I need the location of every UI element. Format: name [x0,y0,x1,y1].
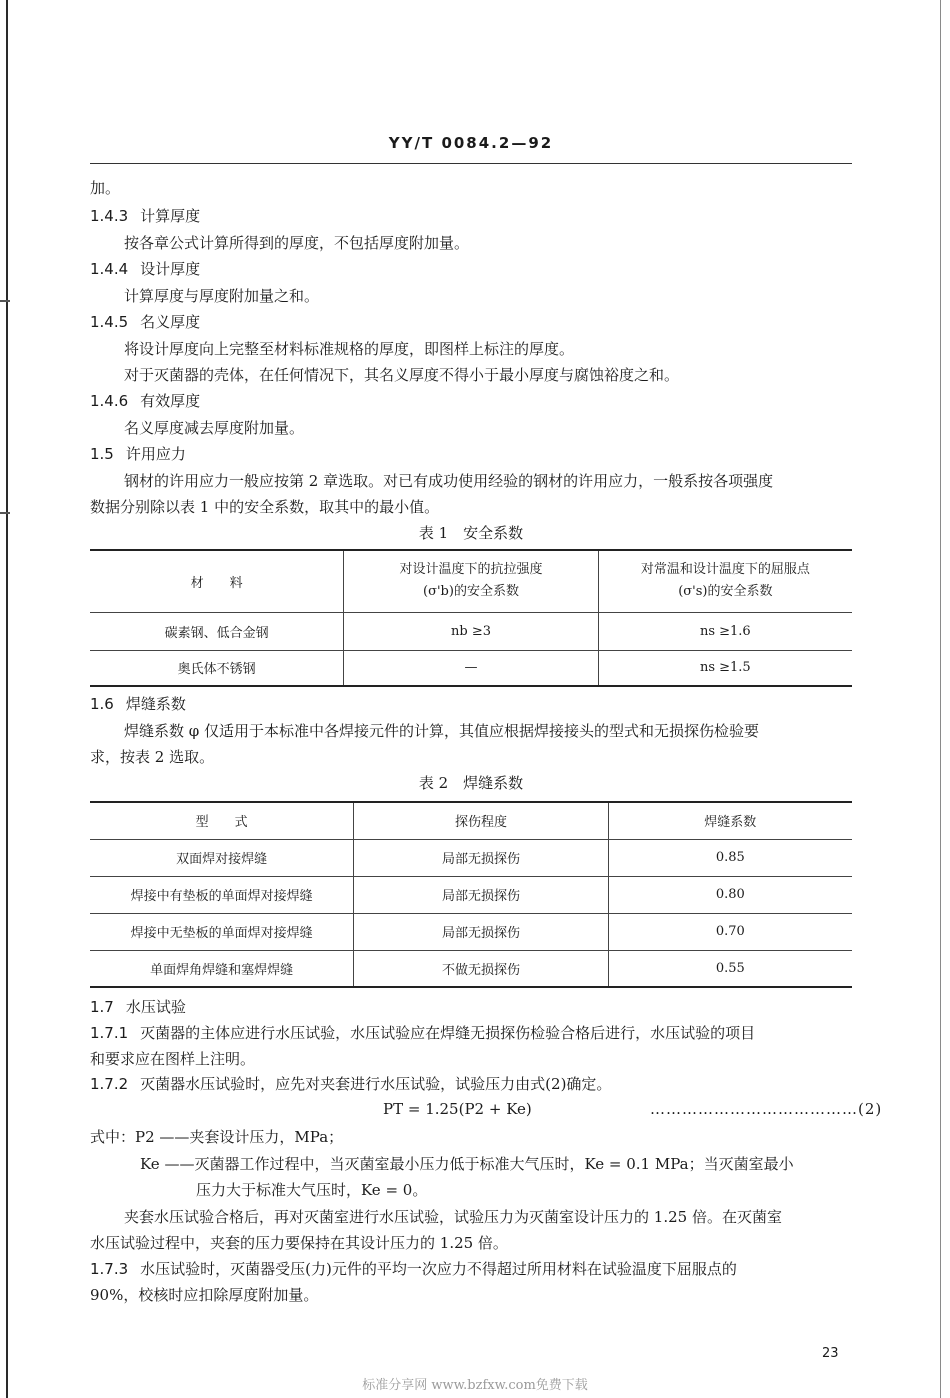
table-cell: 0.85 [608,839,852,876]
table-cell: ns ≥1.6 [598,612,852,650]
table-cell: 局部无损探伤 [354,876,608,913]
formula-ref: (2) [858,1100,883,1118]
section-title: 水压试验 [125,998,186,1016]
header-line: (σ's)的安全系数 [678,584,773,600]
header-line: 对设计温度下的抗拉强度 [399,562,543,578]
table-cell: 单面焊角焊缝和塞焊焊缝 [150,962,294,978]
leader-dots: ………………………………… [650,1100,858,1118]
table-cell: 碳素钢、低合金钢 [164,625,269,641]
table-cell: 焊接中有垫板的单面焊对接焊缝 [130,889,313,904]
column-header-tensile [344,550,598,612]
section-number: 1.4.5 [90,313,129,331]
table-1-safety-factors [90,549,852,687]
section-number: 1.5 [90,445,114,463]
section-1-6-body-2: 求，按表 2 选取。 [90,748,215,766]
section-1-4-4-body: 计算厚度与厚度附加量之和。 [124,287,320,305]
section-title: 有效厚度 [140,392,201,410]
table-row [90,612,852,650]
table-cell: 局部无损探伤 [354,913,608,950]
section-number: 1.7.1 [90,1024,129,1042]
after-body-1: 夹套水压试验合格后，再对灭菌室进行水压试验，试验压力为灭菌室设计压力的 1.25 倍。在灭菌室 [124,1208,782,1226]
table-cell: 不做无损探伤 [354,950,608,987]
table-cell: — [344,650,598,686]
section-1-4-5-body-1: 将设计厚度向上完整至材料标准规格的厚度，即图样上标注的厚度。 [124,340,575,358]
table-header-row [90,802,852,839]
table-2-caption: 表 2 焊缝系数 [418,774,524,792]
section-1-4-6-heading [90,391,200,411]
section-1-7-2-line-1 [90,1074,611,1094]
section-title: 许用应力 [125,445,186,463]
section-1-6-heading [90,694,186,714]
formula-leader [650,1100,882,1118]
section-1-4-4-heading [90,259,200,279]
header-line: 对常温和设计温度下的屈服点 [640,562,810,578]
scan-mark [0,300,10,302]
where-p2-text: P2 ——夹套设计压力，MPa； [135,1128,344,1146]
table-row [90,950,852,987]
table-cell: ns ≥1.5 [598,650,852,686]
column-header-material: 材 料 [190,575,243,591]
table-cell: 0.70 [608,913,852,950]
formula-2: PT = 1.25(P2 + Ke) [383,1100,532,1118]
section-1-4-5-body-2: 对于灭菌器的壳体，在任何情况下，其名义厚度不得小于最小厚度与腐蚀裕度之和。 [124,366,680,384]
paragraph-text: 灭菌器的主体应进行水压试验，水压试验应在焊缝无损探伤检验合格后进行，水压试验的项目 [140,1024,756,1042]
section-title: 设计厚度 [140,260,201,278]
document-header: YY/T 0084.2—92 [388,134,554,152]
where-prefix: 式中： [90,1128,136,1146]
section-number: 1.6 [90,695,114,713]
table-2-weld-factors [90,801,852,988]
paragraph-text: 水压试验时，灭菌器受压(力)元件的平均一次应力不得超过所用材料在试验温度下屈服点的 [140,1260,737,1278]
after-body-2: 水压试验过程中，夹套的压力要保持在其设计压力的 1.25 倍。 [90,1234,508,1252]
table-header-row [90,550,852,612]
scan-border-left [6,0,8,1398]
page-number: 23 [822,1346,839,1361]
table-cell: 局部无损探伤 [354,839,608,876]
table-row [90,876,852,913]
section-1-7-1-line-2: 和要求应在图样上注明。 [90,1050,256,1068]
paragraph-text: 灭菌器水压试验时，应先对夹套进行水压试验，试验压力由式(2)确定。 [140,1075,612,1093]
table-cell: 0.55 [608,950,852,987]
section-title: 名义厚度 [140,313,201,331]
section-title: 计算厚度 [140,207,201,225]
table-cell: 奥氏体不锈钢 [177,662,256,678]
table-row [90,913,852,950]
column-header-inspection: 探伤程度 [354,802,608,839]
where-ke-line-1: Ke ——灭菌器工作过程中，当灭菌室最小压力低于标准大气压时，Ke = 0.1 MPa；当灭菌室最小 [140,1155,794,1173]
table-cell: 0.80 [608,876,852,913]
carry-over-text: 加。 [90,179,121,197]
scan-border-right [940,0,941,1398]
section-number: 1.7.3 [90,1260,129,1278]
table-row [90,650,852,686]
section-1-5-body-1: 钢材的许用应力一般应按第 2 章选取。对已有成功使用经验的钢材的许用应力，一般系按各项强度 [124,472,774,490]
section-title: 焊缝系数 [125,695,186,713]
header-line: (σ'b)的安全系数 [423,584,519,600]
table-1-caption: 表 1 安全系数 [418,524,524,542]
section-number: 1.4.6 [90,392,129,410]
section-1-7-heading [90,997,186,1017]
column-header-yield [598,550,852,612]
section-number: 1.4.4 [90,260,129,278]
where-ke-line-2: 压力大于标准大气压时，Ke = 0。 [196,1181,428,1199]
section-1-5-body-2: 数据分别除以表 1 中的安全系数，取其中的最小值。 [90,498,440,516]
section-number: 1.7.2 [90,1075,129,1093]
section-1-7-1-line-1 [90,1023,755,1043]
where-p2 [90,1127,343,1147]
table-cell: nb ≥3 [344,612,598,650]
table-row [90,839,852,876]
section-1-5-heading [90,444,186,464]
section-number: 1.4.3 [90,207,129,225]
section-1-4-3-body: 按各章公式计算所得到的厚度，不包括厚度附加量。 [124,234,470,252]
scan-mark [0,512,10,514]
table-cell: 双面焊对接焊缝 [176,852,268,867]
section-1-4-5-heading [90,312,200,332]
section-1-7-3-line-2: 90%，校核时应扣除厚度附加量。 [90,1286,319,1304]
section-1-4-6-body: 名义厚度减去厚度附加量。 [124,419,305,437]
section-1-7-3-line-1 [90,1259,737,1279]
table-cell: 焊接中无垫板的单面焊对接焊缝 [130,926,313,941]
section-1-4-3-heading [90,206,200,226]
column-header-type: 型 式 [195,815,248,831]
column-header-weld-factor: 焊缝系数 [608,802,852,839]
section-1-6-body-1: 焊缝系数 φ 仅适用于本标准中各焊接元件的计算，其值应根据焊接接头的型式和无损探伤检验要 [124,722,760,740]
watermark: 标准分享网 www.bzfxw.com免费下载 [362,1378,588,1393]
section-number: 1.7 [90,998,114,1016]
header-rule [90,163,852,164]
